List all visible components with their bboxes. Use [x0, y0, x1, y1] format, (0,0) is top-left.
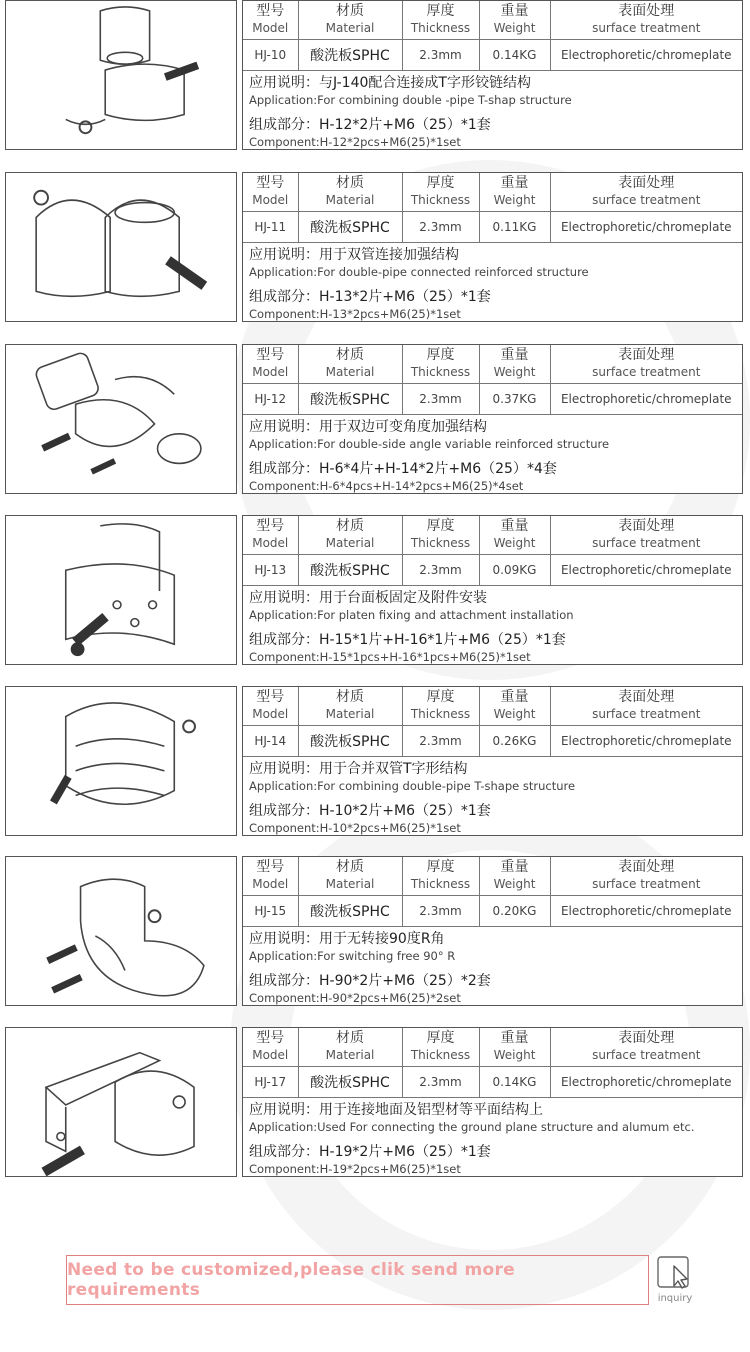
weight-header: 重量 Weight [479, 1028, 550, 1067]
thickness-header: 厚度 Thickness [402, 173, 479, 212]
application-cn: 应用说明：用于无转接90度R角 [249, 931, 445, 947]
model-header: 型号 Model [243, 857, 298, 896]
thickness-header: 厚度 Thickness [402, 1028, 479, 1067]
surface-header: 表面处理 surface treatment [550, 857, 742, 896]
application-en: Application:Used For connecting the ground plane structure and alumum etc. [249, 1120, 695, 1134]
material-value: 酸洗板SPHC [298, 384, 402, 415]
application-block [249, 244, 738, 279]
spec-table [243, 1028, 742, 1098]
bracket-drawing-icon [6, 173, 236, 321]
application-cn: 应用说明：用于合并双管T字形结构 [249, 761, 468, 777]
material-header: 材质 Material [298, 345, 402, 384]
product-spec [242, 515, 743, 665]
weight-header: 重量 Weight [479, 173, 550, 212]
product-card [5, 686, 742, 836]
spec-header-row [243, 345, 742, 384]
weight-header: 重量 Weight [479, 345, 550, 384]
material-value: 酸洗板SPHC [298, 1067, 402, 1098]
material-value: 酸洗板SPHC [298, 40, 402, 71]
weight-value: 0.26KG [479, 726, 550, 757]
component-cn: 组成部分：H-13*2片+M6（25）*1套 [249, 289, 491, 305]
component-en: Component:H-15*1pcs+H-16*1pcs+M6(25)*1set [249, 650, 531, 664]
component-block [249, 286, 738, 321]
spec-table [243, 687, 742, 757]
product-image [5, 1027, 237, 1177]
thickness-value: 2.3mm [402, 896, 479, 927]
application-en: Application:For combining double-pipe T-shape structure [249, 779, 576, 793]
bracket-drawing-icon [6, 857, 236, 1005]
spec-value-row [243, 40, 742, 71]
spec-header-row [243, 857, 742, 896]
spec-table [243, 173, 742, 243]
thickness-header: 厚度 Thickness [402, 516, 479, 555]
weight-value: 0.14KG [479, 1067, 550, 1098]
product-spec [242, 686, 743, 836]
bracket-drawing-icon [6, 1028, 236, 1176]
weight-header: 重量 Weight [479, 687, 550, 726]
thickness-header: 厚度 Thickness [402, 857, 479, 896]
surface-header: 表面处理 surface treatment [550, 1028, 742, 1067]
model-value: HJ-11 [243, 212, 298, 243]
product-image [5, 344, 237, 494]
material-header: 材质 Material [298, 173, 402, 212]
cursor-icon [656, 1256, 694, 1290]
component-block [249, 458, 738, 493]
thickness-value: 2.3mm [402, 1067, 479, 1098]
surface-value: Electrophoretic/chromeplate [550, 384, 742, 415]
product-card [5, 515, 742, 665]
weight-header: 重量 Weight [479, 516, 550, 555]
spec-header-row [243, 516, 742, 555]
spec-value-row [243, 726, 742, 757]
application-block [249, 72, 738, 107]
application-cn: 应用说明：与J-140配合连接成T字形铰链结构 [249, 75, 531, 91]
thickness-value: 2.3mm [402, 384, 479, 415]
component-block [249, 629, 738, 664]
component-cn: 组成部分：H-10*2片+M6（25）*1套 [249, 803, 491, 819]
application-block [249, 928, 738, 963]
product-card [5, 344, 742, 494]
spec-value-row [243, 384, 742, 415]
application-block [249, 1099, 738, 1134]
application-cn: 应用说明：用于台面板固定及附件安装 [249, 590, 487, 606]
component-en: Component:H-6*4pcs+H-14*2pcs+M6(25)*4set [249, 479, 524, 493]
model-header: 型号 Model [243, 516, 298, 555]
spec-value-row [243, 212, 742, 243]
product-spec [242, 856, 743, 1006]
component-en: Component:H-90*2pcs+M6(25)*2set [249, 991, 461, 1005]
surface-value: Electrophoretic/chromeplate [550, 896, 742, 927]
component-cn: 组成部分：H-12*2片+M6（25）*1套 [249, 117, 491, 133]
application-en: Application:For switching free 90° R [249, 949, 456, 963]
model-value: HJ-15 [243, 896, 298, 927]
application-cn: 应用说明：用于连接地面及铝型材等平面结构上 [249, 1102, 543, 1118]
spec-table [243, 516, 742, 586]
surface-header: 表面处理 surface treatment [550, 687, 742, 726]
surface-value: Electrophoretic/chromeplate [550, 726, 742, 757]
weight-value: 0.37KG [479, 384, 550, 415]
model-header: 型号 Model [243, 1, 298, 40]
material-header: 材质 Material [298, 687, 402, 726]
model-header: 型号 Model [243, 345, 298, 384]
product-image [5, 856, 237, 1006]
product-card [5, 856, 742, 1006]
weight-value: 0.11KG [479, 212, 550, 243]
surface-header: 表面处理 surface treatment [550, 516, 742, 555]
material-value: 酸洗板SPHC [298, 555, 402, 586]
thickness-value: 2.3mm [402, 726, 479, 757]
product-image [5, 172, 237, 322]
component-en: Component:H-12*2pcs+M6(25)*1set [249, 135, 461, 149]
spec-value-row [243, 896, 742, 927]
weight-value: 0.14KG [479, 40, 550, 71]
thickness-header: 厚度 Thickness [402, 1, 479, 40]
inquiry-label: inquiry [657, 1293, 693, 1304]
banner-text: Need to be customized,please clik send more requirements [67, 1260, 515, 1300]
bracket-drawing-icon [6, 687, 236, 835]
thickness-value: 2.3mm [402, 40, 479, 71]
application-block [249, 416, 738, 451]
surface-value: Electrophoretic/chromeplate [550, 40, 742, 71]
product-image [5, 686, 237, 836]
product-spec [242, 1027, 743, 1177]
inquiry-button[interactable] [655, 1256, 695, 1304]
bracket-drawing-icon [6, 345, 236, 493]
model-header: 型号 Model [243, 1028, 298, 1067]
surface-value: Electrophoretic/chromeplate [550, 212, 742, 243]
thickness-value: 2.3mm [402, 555, 479, 586]
weight-header: 重量 Weight [479, 857, 550, 896]
spec-table [243, 1, 742, 71]
component-cn: 组成部分：H-15*1片+H-16*1片+M6（25）*1套 [249, 632, 566, 648]
surface-header: 表面处理 surface treatment [550, 1, 742, 40]
application-en: Application:For double-side angle variable reinforced structure [249, 437, 610, 451]
thickness-value: 2.3mm [402, 212, 479, 243]
spec-header-row [243, 1028, 742, 1067]
application-block [249, 587, 738, 622]
spec-header-row [243, 1, 742, 40]
spec-value-row [243, 555, 742, 586]
thickness-header: 厚度 Thickness [402, 345, 479, 384]
material-value: 酸洗板SPHC [298, 726, 402, 757]
model-value: HJ-10 [243, 40, 298, 71]
component-block [249, 1141, 738, 1176]
component-en: Component:H-19*2pcs+M6(25)*1set [249, 1162, 461, 1176]
material-header: 材质 Material [298, 516, 402, 555]
component-block [249, 114, 738, 149]
bracket-drawing-icon [6, 1, 236, 149]
spec-value-row [243, 1067, 742, 1098]
application-block [249, 758, 738, 793]
model-value: HJ-17 [243, 1067, 298, 1098]
model-header: 型号 Model [243, 687, 298, 726]
application-cn: 应用说明：用于双边可变角度加强结构 [249, 419, 487, 435]
surface-header: 表面处理 surface treatment [550, 345, 742, 384]
component-cn: 组成部分：H-90*2片+M6（25）*2套 [249, 973, 491, 989]
weight-value: 0.09KG [479, 555, 550, 586]
application-en: Application:For double-pipe connected reinforced structure [249, 265, 589, 279]
component-en: Component:H-10*2pcs+M6(25)*1set [249, 821, 461, 835]
model-value: HJ-12 [243, 384, 298, 415]
surface-value: Electrophoretic/chromeplate [550, 555, 742, 586]
application-en: Application:For combining double -pipe T-shap structure [249, 93, 572, 107]
product-image [5, 515, 237, 665]
product-card [5, 172, 742, 322]
model-value: HJ-13 [243, 555, 298, 586]
component-cn: 组成部分：H-6*4片+H-14*2片+M6（25）*4套 [249, 461, 557, 477]
spec-table [243, 345, 742, 415]
product-spec [242, 344, 743, 494]
spec-header-row [243, 173, 742, 212]
material-value: 酸洗板SPHC [298, 896, 402, 927]
spec-table [243, 857, 742, 927]
material-header: 材质 Material [298, 857, 402, 896]
weight-value: 0.20KG [479, 896, 550, 927]
product-spec [242, 172, 743, 322]
spec-header-row [243, 687, 742, 726]
component-block [249, 970, 738, 1005]
product-image [5, 0, 237, 150]
material-value: 酸洗板SPHC [298, 212, 402, 243]
surface-header: 表面处理 surface treatment [550, 173, 742, 212]
component-cn: 组成部分：H-19*2片+M6（25）*1套 [249, 1144, 491, 1160]
material-header: 材质 Material [298, 1028, 402, 1067]
bracket-drawing-icon [6, 516, 236, 664]
material-header: 材质 Material [298, 1, 402, 40]
thickness-header: 厚度 Thickness [402, 687, 479, 726]
component-block [249, 800, 738, 835]
component-en: Component:H-13*2pcs+M6(25)*1set [249, 307, 461, 321]
product-card [5, 1027, 742, 1177]
model-header: 型号 Model [243, 173, 298, 212]
surface-value: Electrophoretic/chromeplate [550, 1067, 742, 1098]
product-spec [242, 0, 743, 150]
application-cn: 应用说明：用于双管连接加强结构 [249, 247, 459, 263]
customize-banner[interactable] [66, 1255, 649, 1305]
weight-header: 重量 Weight [479, 1, 550, 40]
product-card [5, 0, 742, 150]
model-value: HJ-14 [243, 726, 298, 757]
application-en: Application:For platen fixing and attachment installation [249, 608, 574, 622]
